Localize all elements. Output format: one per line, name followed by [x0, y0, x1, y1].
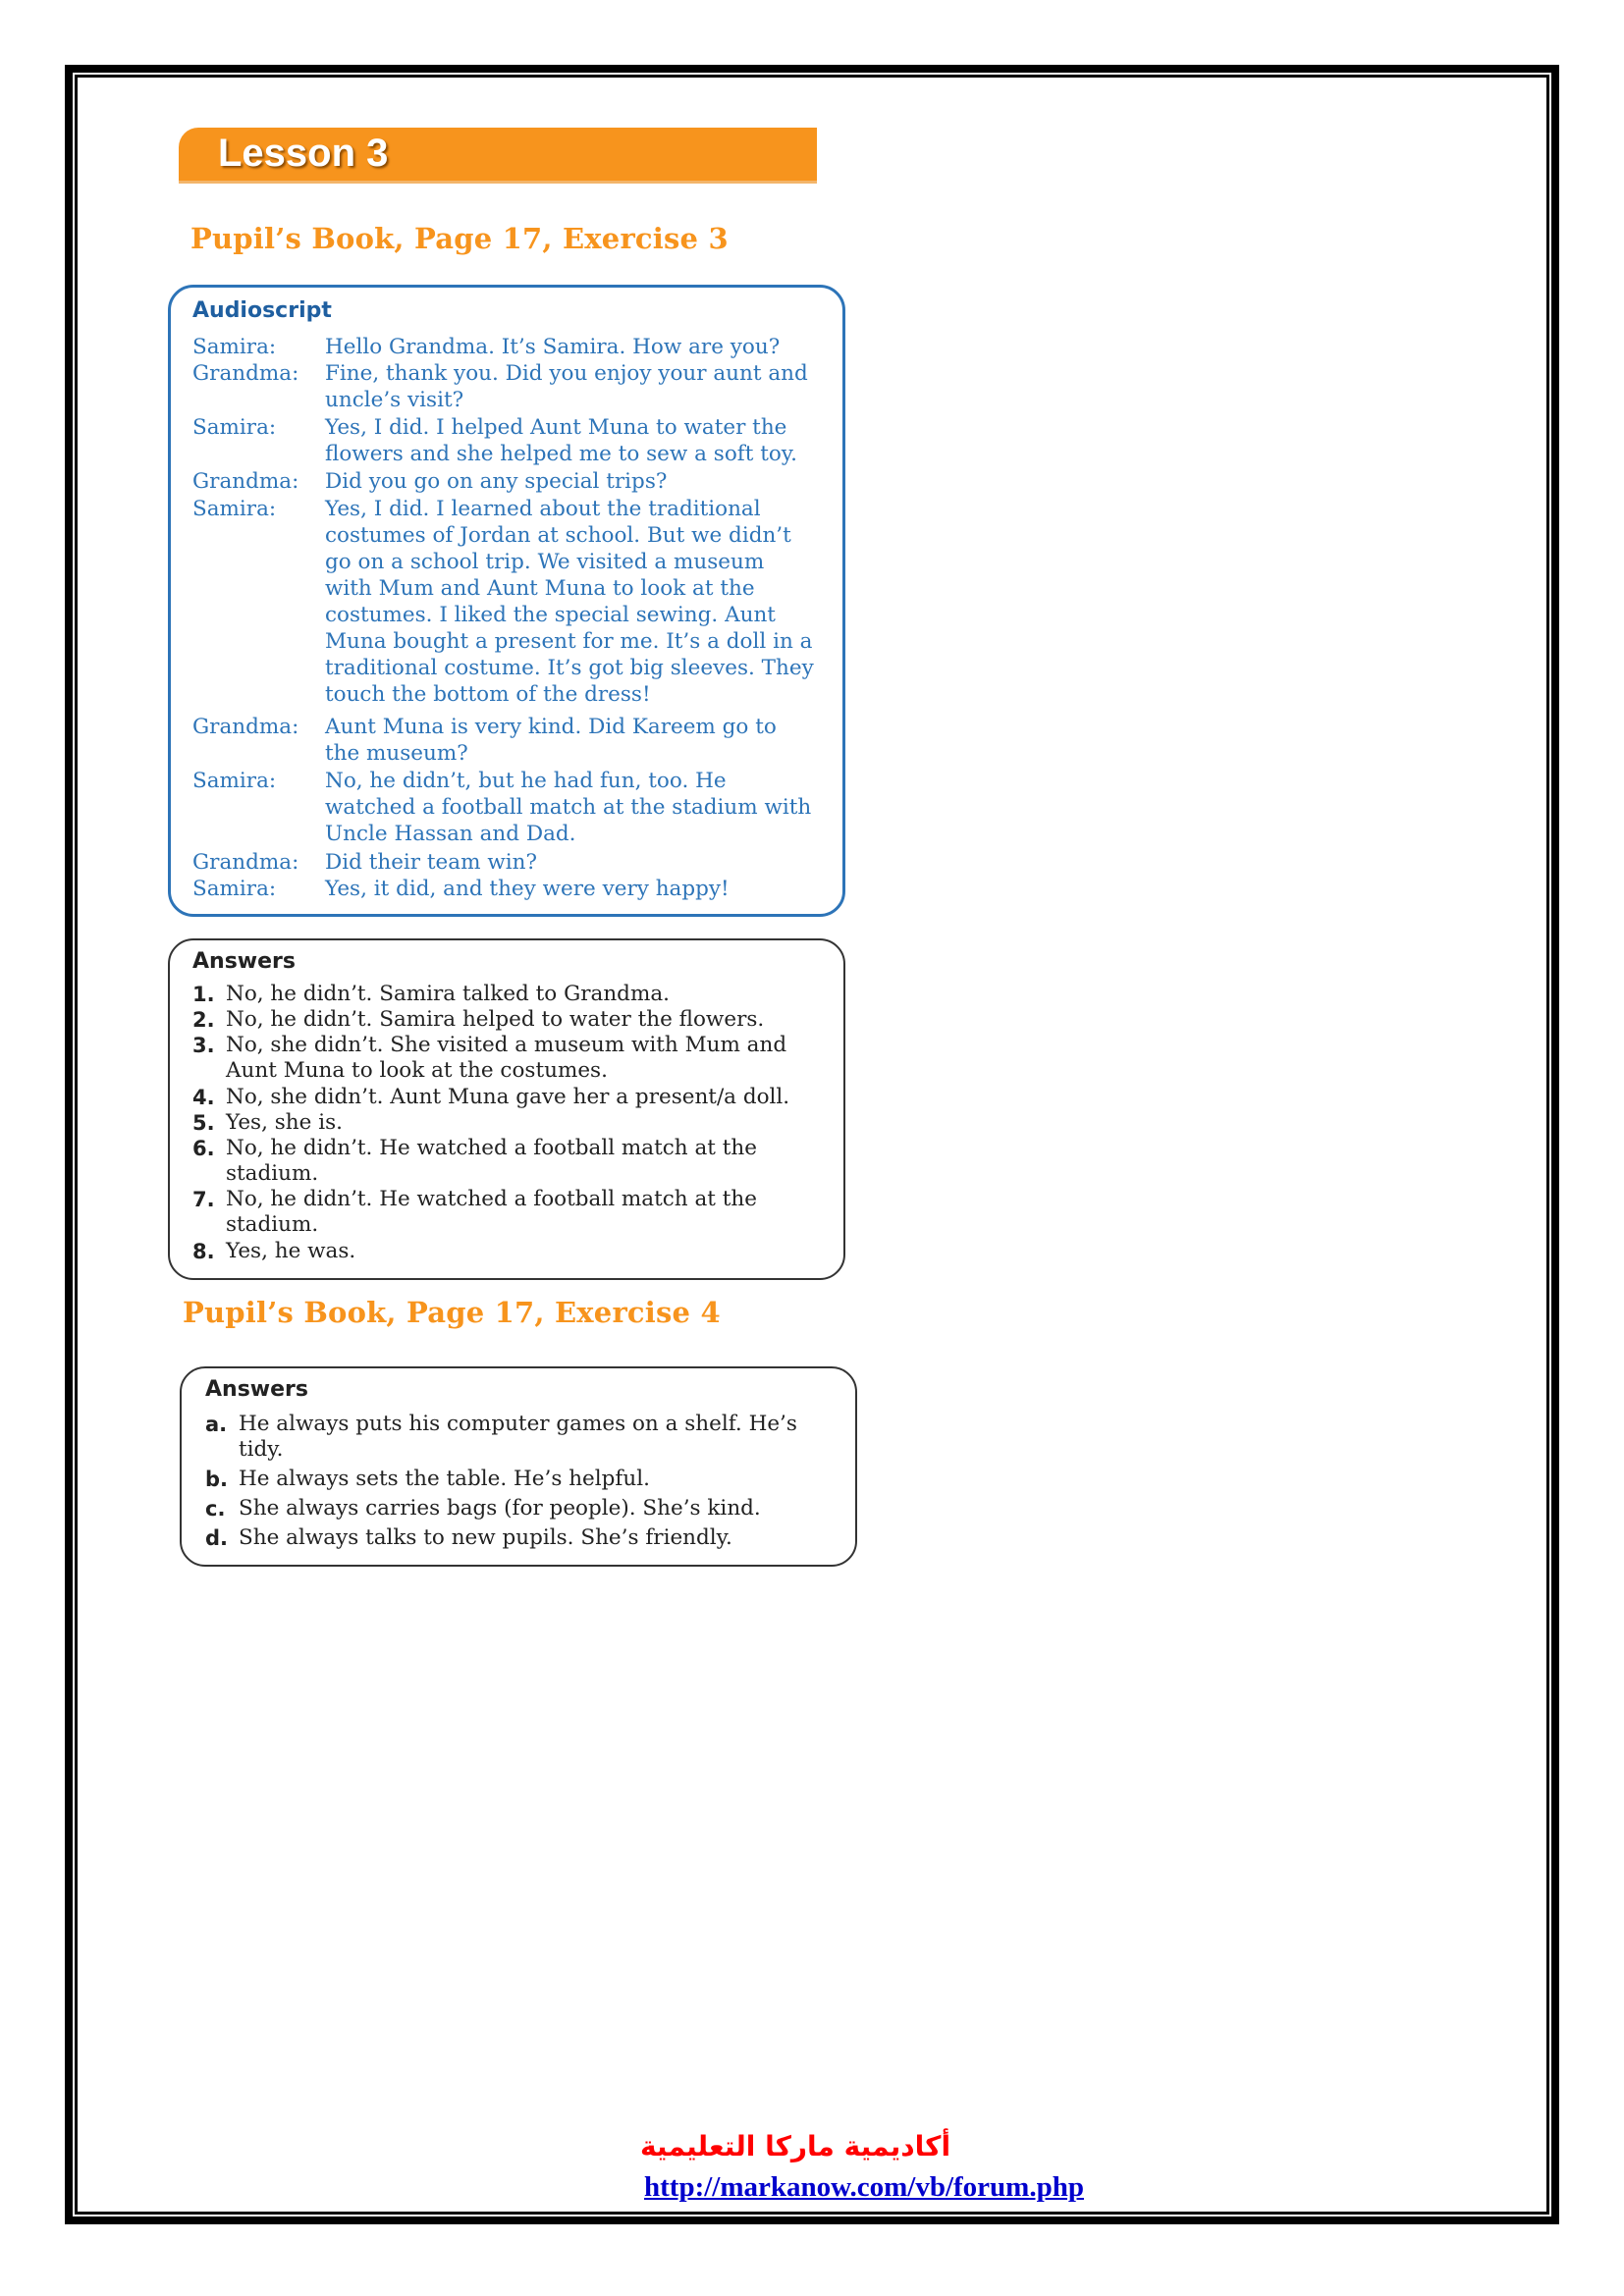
answer-number: 7.: [192, 1188, 215, 1211]
answer-text: He always sets the table. He’s helpful.: [239, 1467, 650, 1491]
answer-text: No, he didn’t. Samira helped to water the flowers.: [226, 1007, 765, 1032]
answer-number: 2.: [192, 1008, 215, 1032]
script-speaker: Samira:: [192, 415, 277, 440]
script-speaker: Samira:: [192, 497, 277, 521]
footer-link[interactable]: http://markanow.com/vb/forum.php: [644, 2171, 1084, 2203]
script-text: Yes, it did, and they were very happy!: [325, 877, 730, 901]
script-text: No, he didn’t, but he had fun, too. He watched a football match at the stadium with Uncle Hassan and Dad.: [325, 769, 812, 846]
answer-letter: b.: [205, 1468, 229, 1491]
answer-text: No, he didn’t. Samira talked to Grandma.: [226, 982, 670, 1006]
answer-text: No, she didn’t. She visited a museum with Mum and Aunt Muna to look at the costumes.: [226, 1033, 787, 1083]
exercise4-heading: Pupil’s Book, Page 17, Exercise 4: [183, 1296, 721, 1329]
script-text: Yes, I did. I learned about the traditional costumes of Jordan at school. But we didn’t go on a school trip. We visited a museum with Mum and Aunt Muna to look at the costumes. I liked the special sewing. Aunt Muna bought a present for me. It’s a doll in a traditional costume. It’s got big sleeves. They touch the bottom of the dress!: [325, 497, 814, 707]
answer-text: No, he didn’t. He watched a football match at the stadium.: [226, 1187, 757, 1237]
exercise3-heading: Pupil’s Book, Page 17, Exercise 3: [190, 222, 729, 255]
answer-text: She always talks to new pupils. She’s friendly.: [239, 1525, 732, 1550]
answer-number: 5.: [192, 1111, 215, 1135]
answer-text: No, she didn’t. Aunt Muna gave her a present/a doll.: [226, 1085, 790, 1109]
script-speaker: Grandma:: [192, 361, 299, 386]
script-text: Fine, thank you. Did you enjoy your aunt and uncle’s visit?: [325, 361, 808, 412]
script-speaker: Grandma:: [192, 715, 299, 739]
answer-text: Yes, he was.: [226, 1239, 356, 1263]
script-speaker: Samira:: [192, 335, 277, 359]
answer-number: 3.: [192, 1034, 215, 1057]
answer-letter: d.: [205, 1526, 229, 1550]
script-speaker: Grandma:: [192, 850, 299, 875]
script-text: Did you go on any special trips?: [325, 469, 668, 494]
lesson-title: Lesson 3: [218, 132, 389, 175]
answer-letter: a.: [205, 1413, 228, 1436]
script-text: Aunt Muna is very kind. Did Kareem go to the museum?: [325, 715, 777, 766]
footer-site-name: أكاديمية ماركا التعليمية: [639, 2130, 951, 2163]
audioscript-title: Audioscript: [192, 298, 332, 323]
answer-number: 6.: [192, 1137, 215, 1160]
exercise3-answers-title: Answers: [192, 949, 296, 974]
script-speaker: Grandma:: [192, 469, 299, 494]
script-text: Did their team win?: [325, 850, 537, 875]
answer-number: 8.: [192, 1240, 215, 1263]
answer-text: She always carries bags (for people). She’s kind.: [239, 1496, 761, 1521]
script-speaker: Samira:: [192, 877, 277, 901]
answer-text: He always puts his computer games on a shelf. He’s tidy.: [239, 1412, 797, 1462]
lesson-banner: [179, 128, 817, 184]
answer-text: Yes, she is.: [226, 1110, 343, 1135]
script-text: Hello Grandma. It’s Samira. How are you?: [325, 335, 781, 359]
exercise4-answers-title: Answers: [205, 1377, 308, 1402]
answer-text: No, he didn’t. He watched a football match at the stadium.: [226, 1136, 757, 1186]
answer-letter: c.: [205, 1497, 226, 1521]
answer-number: 1.: [192, 983, 215, 1006]
script-text: Yes, I did. I helped Aunt Muna to water the flowers and she helped me to sew a soft toy.: [325, 415, 797, 466]
script-speaker: Samira:: [192, 769, 277, 793]
answer-number: 4.: [192, 1086, 215, 1109]
